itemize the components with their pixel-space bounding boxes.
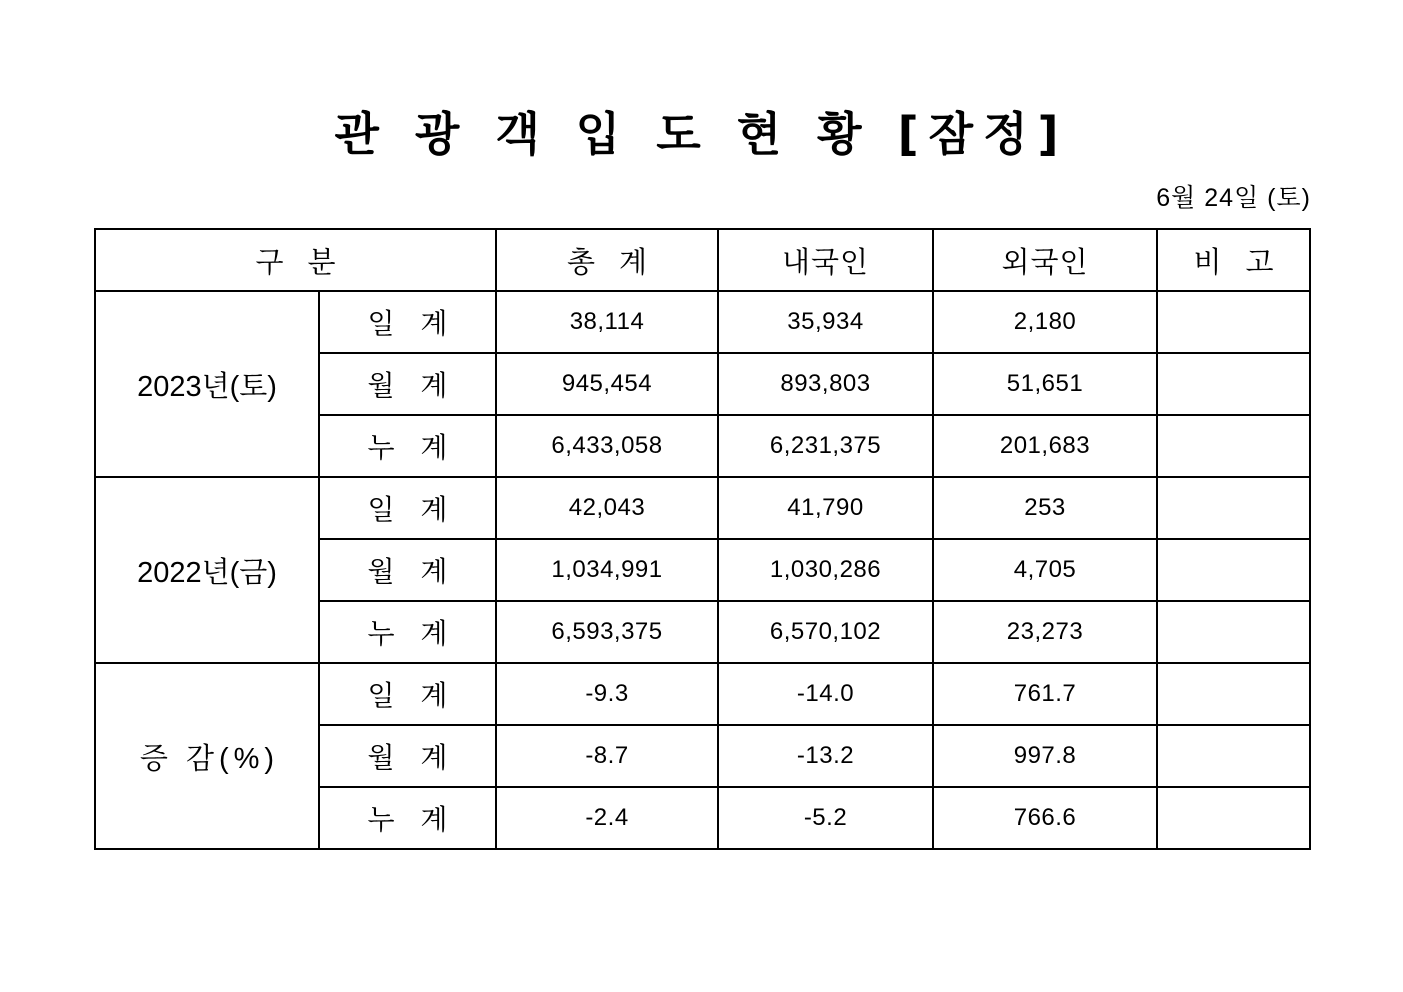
cell-domestic: 41,790 [718, 477, 933, 539]
cell-foreign: 766.6 [933, 787, 1157, 849]
row-label-cumulative: 누 계 [319, 601, 496, 663]
table-row [95, 477, 1310, 539]
cell-note [1157, 601, 1310, 663]
cell-note [1157, 477, 1310, 539]
cell-total: 6,593,375 [496, 601, 718, 663]
cell-domestic: 6,231,375 [718, 415, 933, 477]
row-label-daily: 일 계 [319, 291, 496, 353]
header-note: 비 고 [1157, 229, 1310, 291]
cell-total: 1,034,991 [496, 539, 718, 601]
page-title: 관 광 객 입 도 현 황 [잠정] [334, 107, 1069, 161]
cell-note [1157, 353, 1310, 415]
tourist-arrivals-table [94, 228, 1311, 850]
cell-domestic: -5.2 [718, 787, 933, 849]
cell-foreign: 997.8 [933, 725, 1157, 787]
header-total: 총 계 [496, 229, 718, 291]
cell-foreign: 761.7 [933, 663, 1157, 725]
cell-note [1157, 539, 1310, 601]
cell-domestic: -13.2 [718, 725, 933, 787]
cell-total: -8.7 [496, 725, 718, 787]
group-label-change: 증 감(%) [95, 663, 319, 849]
group-label-2023: 2023년(토) [95, 291, 319, 477]
cell-total: 38,114 [496, 291, 718, 353]
cell-foreign: 253 [933, 477, 1157, 539]
row-label-monthly: 월 계 [319, 539, 496, 601]
header-foreign: 외국인 [933, 229, 1157, 291]
cell-total: -2.4 [496, 787, 718, 849]
group-label-2022: 2022년(금) [95, 477, 319, 663]
cell-foreign: 23,273 [933, 601, 1157, 663]
row-label-daily: 일 계 [319, 477, 496, 539]
cell-note [1157, 415, 1310, 477]
cell-foreign: 4,705 [933, 539, 1157, 601]
cell-foreign: 2,180 [933, 291, 1157, 353]
cell-domestic: 6,570,102 [718, 601, 933, 663]
cell-note [1157, 787, 1310, 849]
cell-total: 945,454 [496, 353, 718, 415]
header-category: 구 분 [95, 229, 496, 291]
table-row [95, 663, 1310, 725]
cell-domestic: 35,934 [718, 291, 933, 353]
report-date: 6월 24일 (토) [1156, 184, 1311, 212]
cell-note [1157, 291, 1310, 353]
table-row [95, 291, 1310, 353]
cell-total: 6,433,058 [496, 415, 718, 477]
cell-domestic: 893,803 [718, 353, 933, 415]
cell-domestic: 1,030,286 [718, 539, 933, 601]
row-label-monthly: 월 계 [319, 353, 496, 415]
cell-total: 42,043 [496, 477, 718, 539]
row-label-daily: 일 계 [319, 663, 496, 725]
row-label-cumulative: 누 계 [319, 415, 496, 477]
row-label-cumulative: 누 계 [319, 787, 496, 849]
cell-total: -9.3 [496, 663, 718, 725]
table-header-row [95, 229, 1310, 291]
row-label-monthly: 월 계 [319, 725, 496, 787]
cell-note [1157, 725, 1310, 787]
cell-foreign: 201,683 [933, 415, 1157, 477]
header-domestic: 내국인 [718, 229, 933, 291]
cell-note [1157, 663, 1310, 725]
cell-foreign: 51,651 [933, 353, 1157, 415]
cell-domestic: -14.0 [718, 663, 933, 725]
